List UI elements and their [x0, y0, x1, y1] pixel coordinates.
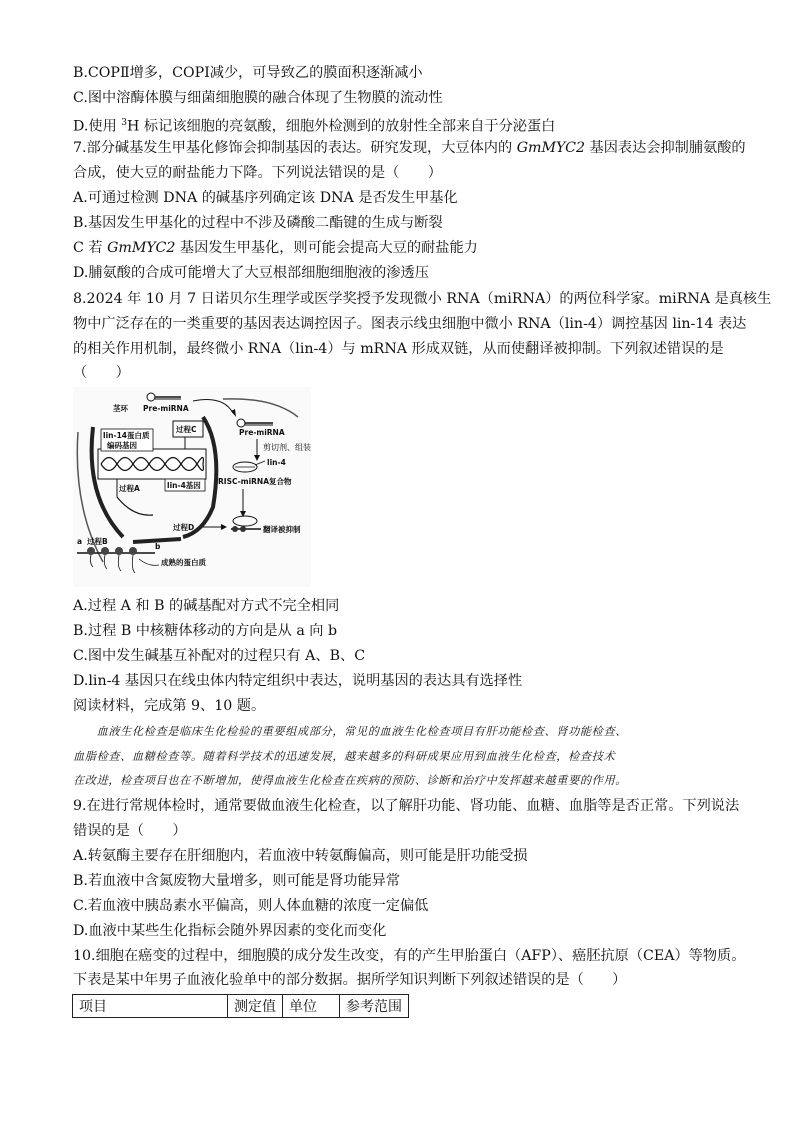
q10-stem-line2: 下表是某中年男子血液化验单中的部分数据。据所学知识判断下列叙述错误的是（ ）	[73, 972, 627, 988]
q8-stem-line3: 的相关作用机制，最终微小 RNA（lin-4）与 mRNA 形成双链，从而使翻译被抑制。下列叙述错误的是	[73, 341, 724, 357]
table-header-row	[73, 995, 409, 1018]
ribosome-3	[115, 547, 123, 555]
option-d-superscript: 3	[121, 118, 127, 128]
blood-test-table	[72, 994, 409, 1018]
header-measured-value: 测定值	[228, 995, 283, 1018]
q8-option-a: A.过程 A 和 B 的碱基配对方式不完全相同	[73, 598, 340, 614]
end-a-label: a	[77, 537, 83, 546]
mature-protein-label: 成熟的蛋白质	[161, 558, 206, 567]
q7-stem-line2: 合成，使大豆的耐盐能力下降。下列说法错误的是（ ）	[73, 165, 442, 181]
pre-mirna-right-label: Pre-miRNA	[239, 428, 285, 437]
q7-stem-line1	[73, 136, 746, 160]
reading-passage	[73, 720, 733, 794]
q7-gene-name: GmMYC2	[516, 140, 585, 156]
risc-label: RISC-miRNA复合物	[218, 477, 292, 486]
option-d-text-post: H 标记该细胞的亮氨酸，细胞外检测到的放射性全部来自于分泌蛋白	[127, 118, 556, 135]
cut-assemble-label: 剪切剂、组装	[263, 443, 311, 452]
q8-option-c: C.图中发生碱基互补配对的过程只有 A、B、C	[73, 648, 366, 664]
q7-option-b: B.基因发生甲基化的过程中不涉及磷酸二酯键的生成与断裂	[73, 215, 443, 231]
header-item: 项目	[73, 995, 228, 1018]
q7-option-c-post: 基因发生甲基化，则可能会提高大豆的耐盐能力	[175, 240, 478, 256]
q8-stem-line1: 8.2024 年 10 月 7 日诺贝尔生理学或医学奖授予发现微小 RNA（miRNA）的两位科学家。miRNA 是真核生	[73, 291, 772, 307]
inhibition-complex-icon	[233, 516, 257, 526]
option-b-line: B.COPⅡ增多，COPⅠ减少，可导致乙的膜面积逐渐减小	[73, 65, 423, 81]
stem-loop-label: 茎环	[113, 404, 128, 413]
ribosome-1	[87, 547, 95, 555]
q7-option-c-gene: GmMYC2	[107, 240, 176, 256]
pre-mirna-right-icon	[237, 419, 245, 427]
q7-option-c-pre: C 若	[73, 240, 108, 256]
dna-box	[98, 449, 206, 479]
reading-instruction: 阅读材料，完成第 9、10 题。	[73, 698, 266, 714]
passage-line-2: 血脂检查、血糖检查等。随着科学技术的迅速发展，越来越多的科研成果应用到血液生化检查，检查技术	[73, 749, 616, 763]
arrow-export	[193, 400, 233, 414]
q7-text-b: 基因表达会抑制脯氨酸的	[585, 140, 746, 156]
q7-option-c	[73, 236, 733, 260]
stem-loop-icon	[147, 393, 155, 401]
q8-option-b: B.过程 B 中核糖体移动的方向是从 a 向 b	[73, 623, 338, 639]
translation-inhibited-label: 翻译被抑制	[263, 525, 301, 534]
passage-line-3: 在改进，检查项目也在不断增加，使得血液生化检查在疾病的预防、诊断和治疗中发挥越来越重要的作用。	[73, 774, 628, 787]
passage-line-1: 血液生化检查是临床生化检验的重要组成部分，常见的血液生化检查项目有肝功能检查、肾功能检查、	[73, 725, 628, 738]
q7-option-d: D.脯氨酸的合成可能增大了大豆根部细胞细胞液的渗透压	[73, 265, 429, 281]
lin4-label: lin-4	[267, 458, 286, 467]
end-b-label: b	[155, 542, 161, 551]
process-a-label: 过程A	[119, 484, 140, 493]
q8-stem-line4: （ ）	[73, 365, 130, 381]
q9-option-a: A.转氨酶主要存在肝细胞内，若血液中转氨酶偏高，则可能是肝功能受损	[73, 848, 528, 864]
header-unit: 单位	[283, 995, 340, 1018]
q8-option-d: D.lin-4 基因只在线虫体内特定组织中表达，说明基因的表达具有选择性	[73, 673, 523, 689]
q9-option-c: C.若血液中胰岛素水平偏高，则人体血糖的浓度一定偏低	[73, 898, 429, 914]
mirna-mechanism-diagram	[73, 387, 311, 587]
option-d-line	[73, 111, 733, 139]
q7-text-a: 7.部分碱基发生甲基化修饰会抑制基因的表达。研究发现，大豆体内的	[73, 140, 517, 156]
q9-stem-line2: 错误的是（ ）	[73, 823, 187, 839]
q9-option-b: B.若血液中含氮废物大量增多，则可能是肾功能异常	[73, 873, 401, 889]
ribosome-4	[129, 547, 137, 555]
process-c-label: 过程C	[176, 425, 197, 434]
q7-option-a: A.可通过检测 DNA 的碱基序列确定该 DNA 是否发生甲基化	[73, 190, 458, 206]
process-b-label: 过程B	[87, 537, 108, 546]
q10-stem-line1: 10.细胞在癌变的过程中，细胞膜的成分发生改变，有的产生甲胎蛋白（AFP）、癌胚抗原（CEA）等物质。	[73, 948, 746, 964]
q9-option-d: D.血液中某些生化指标会随外界因素的变化而变化	[73, 923, 387, 939]
q9-stem-line1: 9.在进行常规体检时，通常要做血液生化检查，以了解肝功能、肾功能、血糖、血脂等是否正常。下列说法	[73, 798, 740, 814]
header-reference-range: 参考范围	[340, 995, 409, 1018]
option-c-line: C.图中溶酶体膜与细菌细胞膜的融合体现了生物膜的流动性	[73, 90, 443, 106]
q8-stem-line2: 物中广泛存在的一类重要的基因表达调控因子。图表示线虫细胞中微小 RNA（lin-4）调控基因 lin-14 表达	[73, 316, 747, 332]
pre-mirna-top-label: Pre-miRNA	[143, 404, 189, 413]
lin14-gene-label-2: 编码基因	[107, 441, 137, 450]
lin4-gene-label: lin-4基因	[167, 481, 201, 490]
ribosome-2	[101, 547, 109, 555]
option-d-text-pre: D.使用	[73, 118, 122, 135]
process-d-label: 过程D	[173, 523, 195, 532]
lin14-gene-label-1: lin-14蛋白质	[103, 431, 150, 440]
